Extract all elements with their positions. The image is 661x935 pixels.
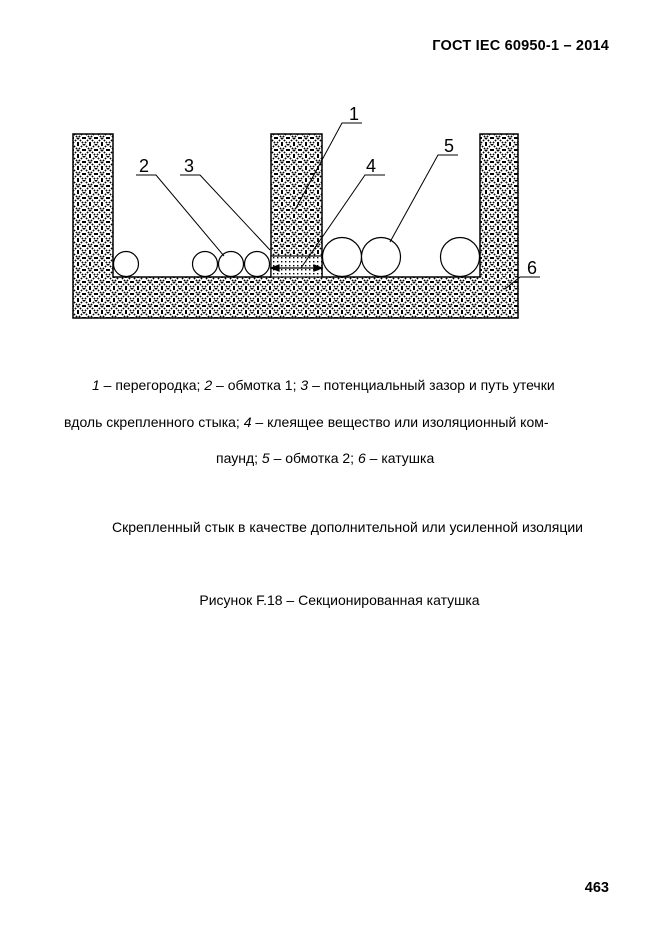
label-1: 1 (349, 104, 360, 124)
label-4: 4 (366, 156, 377, 176)
figure-subtitle: Скрепленный стык в качестве дополнительной или усиленной изоляции (111, 519, 583, 535)
label-5: 5 (444, 136, 455, 156)
page-number: 463 (584, 880, 609, 896)
legend-line-3: паунд; 5 – обмотка 2; 6 – катушка (216, 450, 435, 466)
legend-line-2: вдоль скрепленного стыка; 4 – клеящее вещество или изоляционный ком- (64, 414, 549, 430)
label-6: 6 (527, 258, 538, 278)
figure-title: Рисунок F.18 – Секционированная катушка (199, 592, 480, 608)
sectioned-coil-diagram (0, 0, 661, 360)
winding-2 (323, 238, 480, 277)
label-3: 3 (184, 156, 195, 176)
legend-line-1: 1 – перегородка; 2 – обмотка 1; 3 – потенциальный зазор и путь утечки (92, 377, 555, 393)
document-header: ГОСТ IEC 60950-1 – 2014 (432, 38, 609, 54)
label-2: 2 (139, 156, 150, 176)
winding-1 (114, 252, 270, 277)
